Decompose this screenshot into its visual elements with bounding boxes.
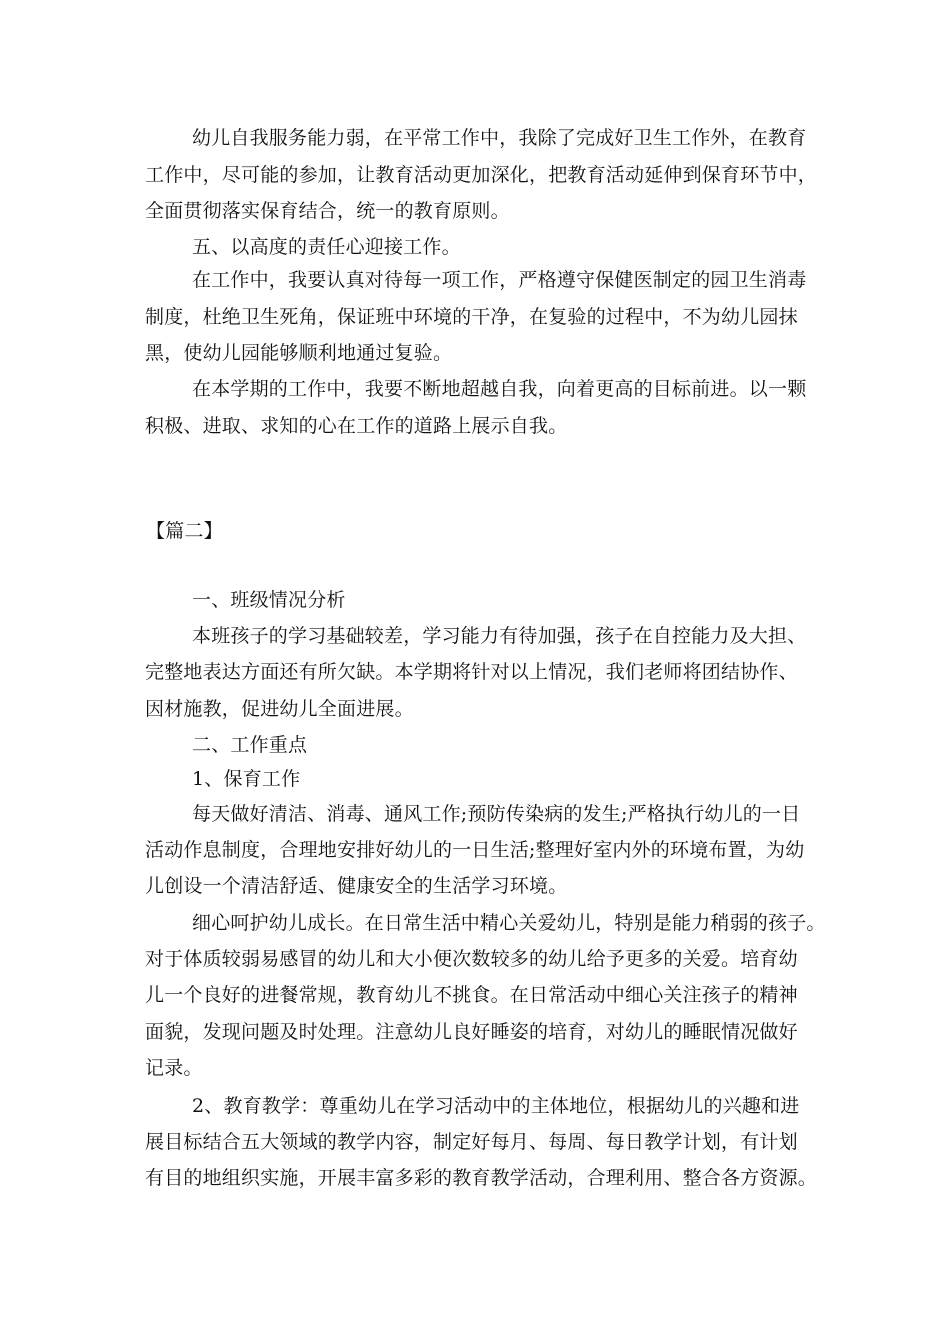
paragraph-line: 完整地表达方面还有所欠缺。本学期将针对以上情况，我们老师将团结协作、 (145, 661, 798, 683)
paragraph-line: 每天做好清洁、消毒、通风工作;预防传染病的发生;严格执行幼儿的一日 (192, 803, 801, 825)
paragraph-line: 在本学期的工作中，我要不断地超越自我，向着更高的目标前进。以一颗 (192, 378, 807, 400)
paragraph-line: 全面贯彻落实保育结合，统一的教育原则。 (145, 200, 510, 222)
paragraph-line: 在工作中，我要认真对待每一项工作，严格遵守保健医制定的园卫生消毒 (192, 269, 807, 291)
paragraph-line: 面貌，发现问题及时处理。注意幼儿良好睡姿的培育，对幼儿的睡眠情况做好 (145, 1021, 798, 1043)
paragraph-line: 有目的地组织实施，开展丰富多彩的教育教学活动，合理利用、整合各方资源。 (145, 1167, 818, 1189)
paragraph-line: 对于体质较弱易感冒的幼儿和大小便次数较多的幼儿给予更多的关爱。培育幼 (145, 948, 798, 970)
paragraph-line: 活动作息制度，合理地安排好幼儿的一日生活;整理好室内外的环境布置，为幼 (145, 839, 805, 861)
paragraph-line: 制度，杜绝卫生死角，保证班中环境的干净，在复验的过程中，不为幼儿园抹 (145, 306, 798, 328)
section-heading: 二、工作重点 (192, 734, 308, 756)
paragraph-line: 工作中，尽可能的参加，让教育活动更加深化，把教育活动延伸到保育环节中， (145, 164, 818, 186)
paragraph-line: 幼儿自我服务能力弱，在平常工作中，我除了完成好卫生工作外，在教育 (192, 127, 807, 149)
section-heading: 一、班级情况分析 (192, 589, 346, 611)
paragraph-line: 儿一个良好的进餐常规，教育幼儿不挑食。在日常活动中细心关注孩子的精神 (145, 984, 798, 1006)
section-heading: 五、以高度的责任心迎接工作。 (192, 236, 461, 258)
paragraph-line: 因材施教，促进幼儿全面进展。 (145, 698, 414, 720)
paragraph-line: 积极、进取、求知的心在工作的道路上展示自我。 (145, 415, 568, 437)
paragraph-line: 本班孩子的学习基础较差，学习能力有待加强，孩子在自控能力及大担、 (192, 625, 807, 647)
paragraph-line: 记录。 (145, 1057, 203, 1079)
paragraph-line: 儿创设一个清洁舒适、健康安全的生活学习环境。 (145, 875, 568, 897)
subsection-heading: 1、保育工作 (192, 768, 301, 790)
paragraph-line: 2、教育教学：尊重幼儿在学习活动中的主体地位，根据幼儿的兴趣和进 (192, 1095, 800, 1117)
paragraph-line: 展目标结合五大领域的教学内容，制定好每月、每周、每日教学计划，有计划 (145, 1131, 798, 1153)
paragraph-line: 细心呵护幼儿成长。在日常生活中精心关爱幼儿，特别是能力稍弱的孩子。 (192, 912, 826, 934)
part-heading: 【篇二】 (146, 520, 223, 542)
paragraph-line: 黑，使幼儿园能够顺利地通过复验。 (145, 342, 453, 364)
